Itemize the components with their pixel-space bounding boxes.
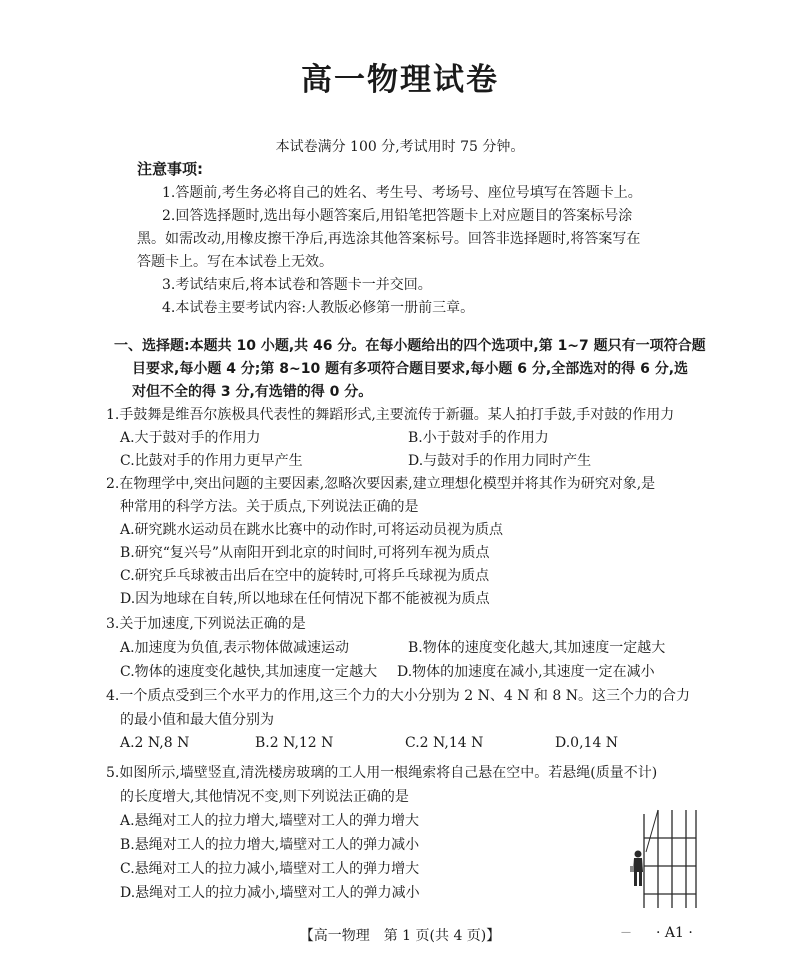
page-footer: 【高一物理 第 1 页(共 4 页)】 — [299, 928, 501, 944]
question-3-option-a: A.加速度为负值,表示物体做减速运动 — [120, 640, 350, 656]
question-1-option-b: B.小于鼓对手的作用力 — [408, 430, 549, 446]
question-2-option-b: B.研究“复兴号”从南阳开到北京的时间时,可将列车视为质点 — [120, 545, 490, 561]
footer-code: · A1 · — [656, 925, 693, 941]
question-4-option-b: B.2 N,12 N — [255, 735, 334, 751]
question-2-option-d: D.因为地球在自转,所以地球在任何情况下都不能被视为质点 — [120, 591, 490, 607]
note-line: 4.本试卷主要考试内容:人教版必修第一册前三章。 — [162, 300, 475, 316]
question-2-option-c: C.研究乒乓球被击出后在空中的旋转时,可将乒乓球视为质点 — [120, 568, 490, 584]
question-5-stem: 5.如图所示,墙壁竖直,清洗楼房玻璃的工人用一根绳索将自己悬在空中。若悬绳(质量不计) — [106, 765, 658, 781]
question-4-stem-continued: 的最小值和最大值分别为 — [120, 712, 274, 728]
window-cleaner-figure — [622, 808, 698, 912]
question-5-option-b: B.悬绳对工人的拉力增大,墙壁对工人的弹力减小 — [120, 837, 420, 853]
exam-subtitle: 本试卷满分 100 分,考试用时 75 分钟。 — [275, 139, 525, 155]
question-4-option-a: A.2 N,8 N — [120, 735, 190, 751]
note-line: 答题卡上。写在本试卷上无效。 — [137, 254, 333, 270]
question-5-option-d: D.悬绳对工人的拉力减小,墙壁对工人的弹力减小 — [120, 885, 420, 901]
question-1-stem: 1.手鼓舞是维吾尔族极具代表性的舞蹈形式,主要流传于新疆。某人拍打手鼓,手对鼓的作用力 — [106, 407, 675, 423]
question-5-stem-continued: 的长度增大,其他情况不变,则下列说法正确的是 — [120, 789, 409, 805]
question-1-option-c: C.比鼓对手的作用力更早产生 — [120, 453, 303, 469]
question-4-stem: 4.一个质点受到三个水平力的作用,这三个力的大小分别为 2 N、4 N 和 8 N。这三个力的合力 — [106, 688, 690, 704]
question-3-option-d: D.物体的加速度在减小,其速度一定在减小 — [397, 664, 655, 680]
question-2-option-a: A.研究跳水运动员在跳水比赛中的动作时,可将运动员视为质点 — [120, 522, 504, 538]
note-line: 黑。如需改动,用橡皮擦干净后,再选涂其他答案标号。回答非选择题时,将答案写在 — [137, 231, 641, 247]
note-line: 2.回答选择题时,选出每小题答案后,用铅笔把答题卡上对应题目的答案标号涂 — [162, 208, 633, 224]
note-line: 3.考试结束后,将本试卷和答题卡一并交回。 — [162, 277, 432, 293]
question-3-option-b: B.物体的速度变化越大,其加速度一定越大 — [408, 640, 666, 656]
section-instruction: 对但不全的得 3 分,有选错的得 0 分。 — [132, 384, 373, 400]
note-line: 1.答题前,考生务必将自己的姓名、考生号、考场号、座位号填写在答题卡上。 — [162, 185, 642, 201]
question-2-stem-continued: 种常用的科学方法。关于质点,下列说法正确的是 — [120, 499, 419, 515]
notes-heading: 注意事项: — [137, 160, 203, 178]
question-1-option-d: D.与鼓对手的作用力同时产生 — [408, 453, 592, 469]
question-1-option-a: A.大于鼓对手的作用力 — [120, 430, 261, 446]
page-title: 高一物理试卷 — [301, 62, 499, 98]
question-3-option-c: C.物体的速度变化越快,其加速度一定越大 — [120, 664, 378, 680]
section-instruction: 目要求,每小题 4 分;第 8~10 题有多项符合题目要求,每小题 6 分,全部选对的得 6 分,选 — [132, 361, 689, 377]
question-2-stem: 2.在物理学中,突出问题的主要因素,忽略次要因素,建立理想化模型并将其作为研究对象,是 — [106, 476, 656, 492]
question-4-option-c: C.2 N,14 N — [405, 735, 484, 751]
footer-mark: — — [621, 927, 631, 938]
question-5-option-c: C.悬绳对工人的拉力减小,墙壁对工人的弹力增大 — [120, 861, 420, 877]
question-5-option-a: A.悬绳对工人的拉力增大,墙壁对工人的弹力增大 — [120, 813, 420, 829]
question-4-option-d: D.0,14 N — [555, 735, 619, 751]
section-instruction: 一、选择题:本题共 10 小题,共 46 分。在每小题给出的四个选项中,第 1~7 题只有一项符合题 — [114, 338, 706, 354]
question-3-stem: 3.关于加速度,下列说法正确的是 — [106, 616, 306, 632]
